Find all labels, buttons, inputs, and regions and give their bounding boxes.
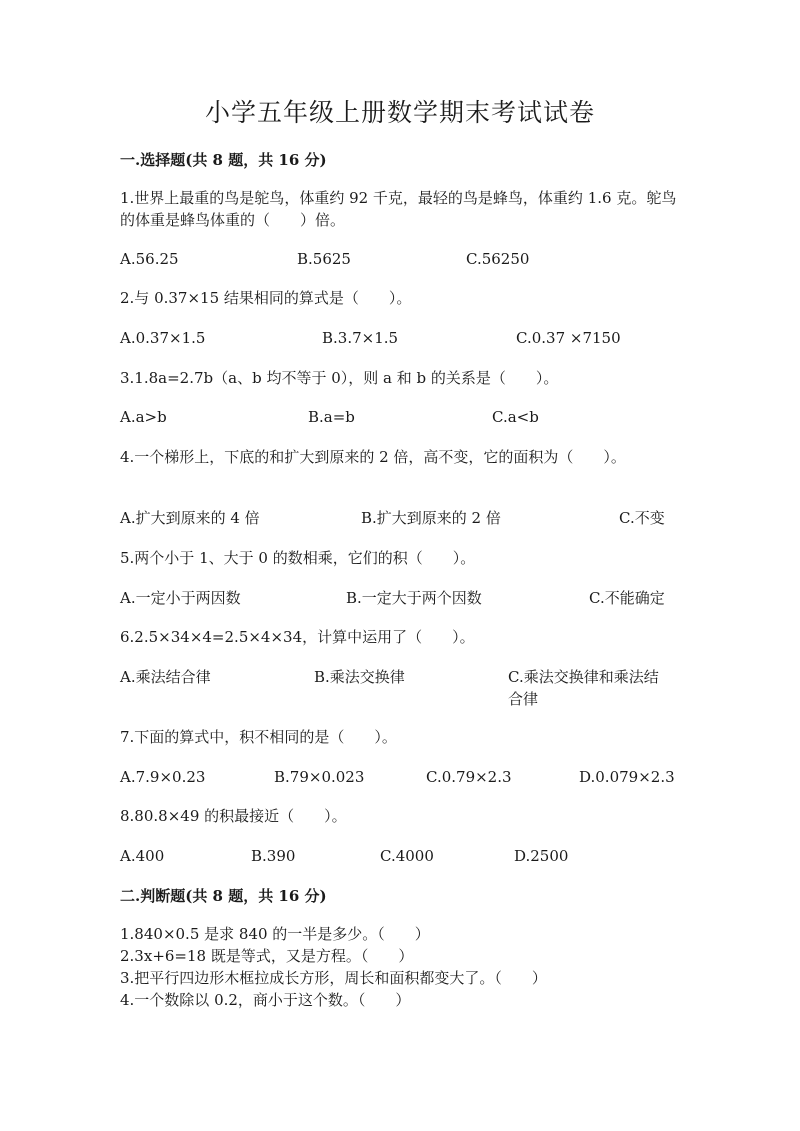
option-a: A.400 [120, 847, 165, 865]
option-a: A.a>b [120, 408, 167, 426]
option-c: C.0.37 ×7150 [516, 329, 621, 347]
options-row-4 [120, 507, 680, 531]
section-heading-true-false: 二.判断题(共 8 题，共 16 分) [120, 887, 327, 905]
option-a: A.0.37×1.5 [120, 329, 206, 347]
option-c: C.a<b [492, 408, 539, 426]
options-row-1 [120, 248, 680, 272]
option-b: B.一定大于两个因数 [346, 589, 482, 607]
option-d: D.0.079×2.3 [579, 768, 675, 786]
option-b: B.79×0.023 [274, 768, 365, 786]
page-title: 小学五年级上册数学期末考试试卷 [204, 98, 595, 127]
option-a: A.乘法结合律 [120, 668, 211, 686]
question-3: 3.1.8a=2.7b（a、b 均不等于 0），则 a 和 b 的关系是（ ）。 [120, 369, 559, 387]
option-c: C.4000 [380, 847, 434, 865]
true-false-item-2: 2.3x+6=18 既是等式，又是方程。（ ） [120, 947, 414, 965]
section-heading-multiple-choice: 一.选择题(共 8 题，共 16 分) [120, 151, 327, 169]
option-c [508, 666, 672, 710]
option-a: A.扩大到原来的 4 倍 [120, 509, 260, 527]
option-b: B.5625 [297, 250, 351, 268]
option-a: A.7.9×0.23 [120, 768, 206, 786]
option-c: C.不能确定 [589, 589, 665, 607]
question-8: 8.80.8×49 的积最接近（ ）。 [120, 807, 347, 825]
true-false-item-4: 4.一个数除以 0.2，商小于这个数。（ ） [120, 991, 411, 1009]
options-row-6 [120, 666, 680, 712]
option-c: C.0.79×2.3 [426, 768, 512, 786]
question-1: 1.世界上最重的鸟是鸵鸟，体重约 92 千克，最轻的鸟是蜂鸟，体重约 1.6 克。鸵鸟的体重是蜂鸟体重的（ ）倍。 [120, 189, 677, 229]
option-d: D.2500 [514, 847, 569, 865]
options-row-8 [120, 845, 680, 869]
question-7: 7.下面的算式中，积不相同的是（ ）。 [120, 728, 397, 746]
question-5: 5.两个小于 1、大于 0 的数相乘，它们的积（ ）。 [120, 549, 476, 567]
options-row-2 [120, 327, 680, 351]
options-row-3 [120, 406, 680, 430]
option-c: C.不变 [619, 509, 665, 527]
option-b: B.390 [251, 847, 296, 865]
option-b: B.a=b [308, 408, 355, 426]
option-b: B.扩大到原来的 2 倍 [361, 509, 501, 527]
question-2: 2.与 0.37×15 结果相同的算式是（ ）。 [120, 289, 412, 307]
options-row-5 [120, 587, 680, 611]
options-row-7 [120, 766, 680, 790]
option-c-text: C.乘法交换律和乘法结合律 [508, 668, 659, 708]
true-false-item-1: 1.840×0.5 是求 840 的一半是多少。（ ） [120, 925, 430, 943]
true-false-item-3: 3.把平行四边形木框拉成长方形，周长和面积都变大了。（ ） [120, 969, 547, 987]
option-b: B.乘法交换律 [314, 668, 405, 686]
question-6: 6.2.5×34×4=2.5×4×34，计算中运用了（ ）。 [120, 628, 475, 646]
question-4: 4.一个梯形上，下底的和扩大到原来的 2 倍，高不变，它的面积为（ ）。 [120, 448, 626, 466]
option-b: B.3.7×1.5 [322, 329, 399, 347]
option-c: C.56250 [466, 250, 530, 268]
option-a: A.一定小于两因数 [120, 589, 241, 607]
option-a: A.56.25 [120, 250, 179, 268]
